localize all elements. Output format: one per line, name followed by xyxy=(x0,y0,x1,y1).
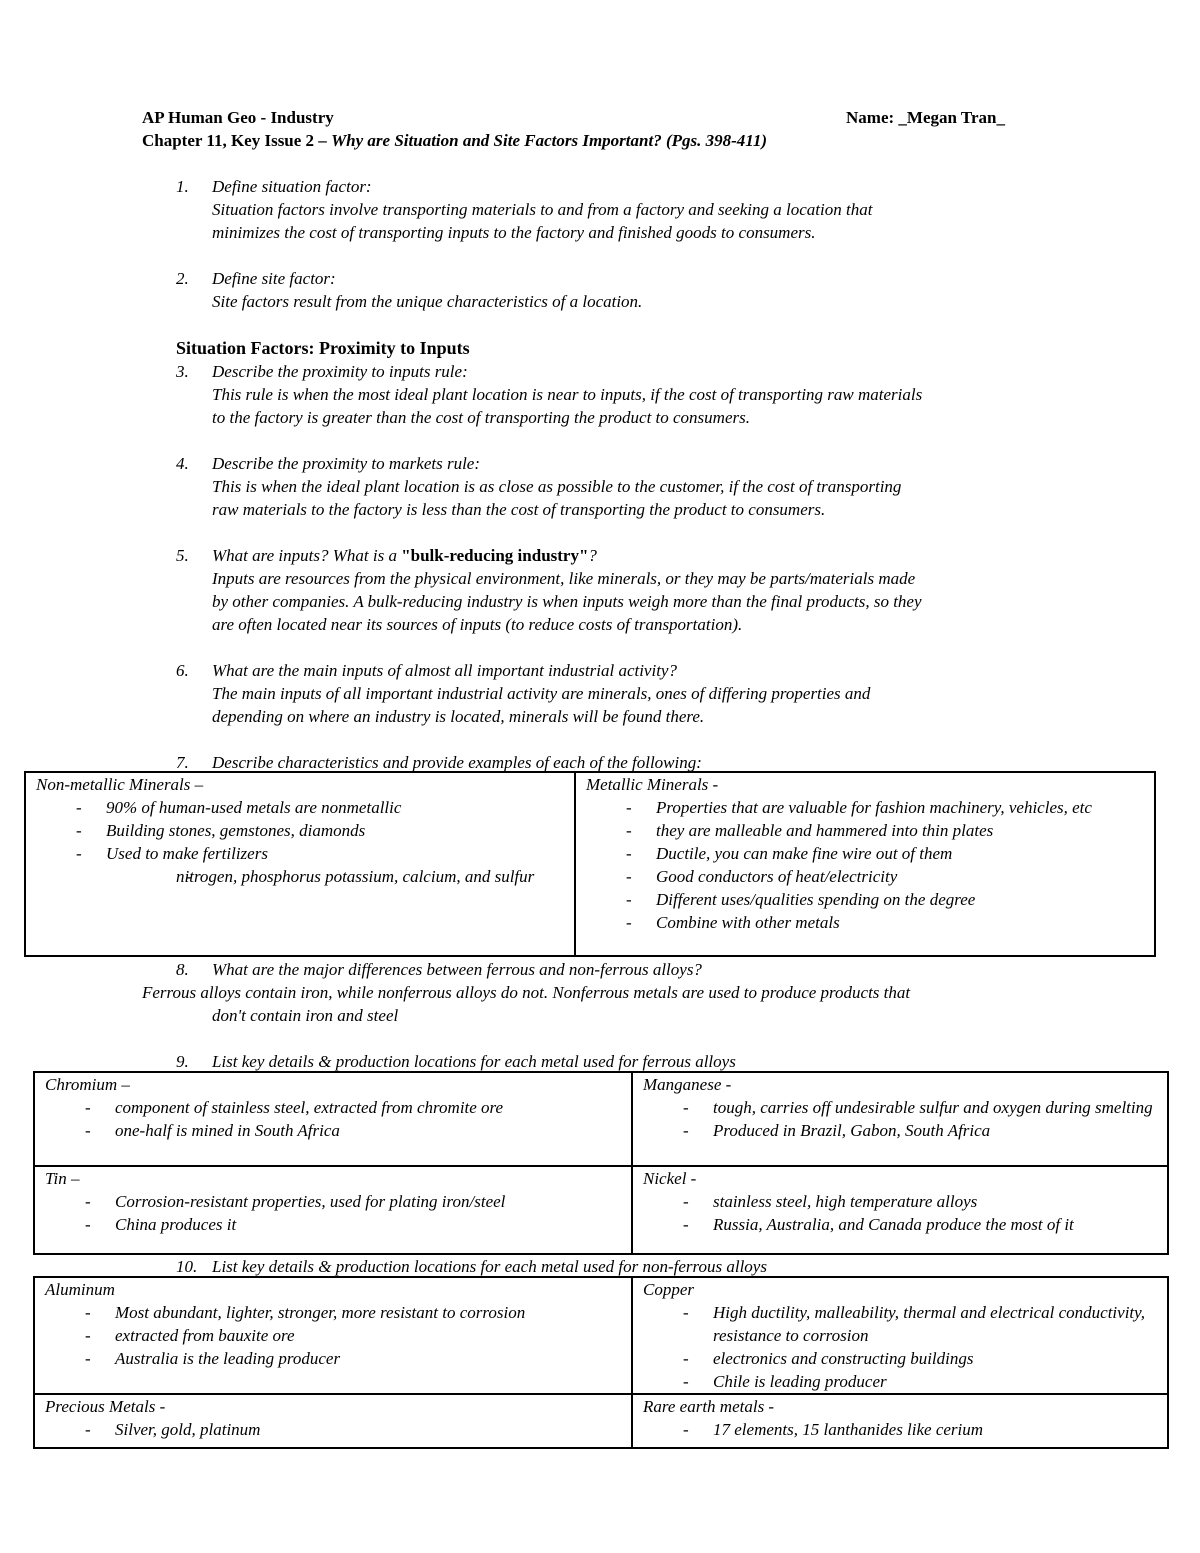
answer-line: Inputs are resources from the physical environment, like minerals, or they may be parts/materials made xyxy=(212,569,916,588)
course-title: AP Human Geo - Industry xyxy=(142,108,334,127)
aluminum-cell xyxy=(34,1277,632,1394)
answer-line: This is when the ideal plant location is as close as possible to the customer, if the cost of transporting xyxy=(212,477,902,496)
list-item: - Combine with other metals xyxy=(586,911,1154,934)
question-prompt xyxy=(212,544,597,567)
question-number: 4. xyxy=(176,454,189,473)
list-item: - extracted from bauxite ore xyxy=(45,1324,631,1347)
chapter-line xyxy=(142,129,767,152)
answer-line: to the factory is greater than the cost of transporting the product to consumers. xyxy=(212,408,750,427)
answer-line: Situation factors involve transporting materials to and from a factory and seeking a location that xyxy=(212,200,873,219)
question-number: 7. xyxy=(176,753,189,772)
cell-title: Rare earth metals - xyxy=(643,1397,775,1416)
list-item: - stainless steel, high temperature alloys xyxy=(643,1190,1167,1213)
chapter-prefix: Chapter 11, Key Issue 2 – xyxy=(142,131,332,150)
question-prompt: List key details & production locations for each metal used for non-ferrous alloys xyxy=(212,1257,767,1276)
chapter-title: Why are Situation and Site Factors Important? (Pgs. 398-411) xyxy=(331,131,767,150)
cell-title: Non-metallic Minerals – xyxy=(36,775,204,794)
manganese-cell xyxy=(632,1072,1168,1166)
question-prompt: What are the main inputs of almost all important industrial activity? xyxy=(212,661,677,680)
list-item: - Silver, gold, platinum xyxy=(45,1418,631,1441)
list-item: - component of stainless steel, extracted from chromite ore xyxy=(45,1096,631,1119)
list-item: - Different uses/qualities spending on the degree xyxy=(586,888,1154,911)
rare-earth-metals-cell xyxy=(632,1394,1168,1448)
list-item: - electronics and constructing buildings xyxy=(643,1347,1167,1370)
non-ferrous-alloys-table xyxy=(33,1276,1169,1449)
question-prompt: Describe the proximity to inputs rule: xyxy=(212,362,468,381)
sub-list-item: - nitrogen, phosphorus potassium, calcium, and sulfur xyxy=(146,865,546,888)
student-name: Name: _Megan Tran_ xyxy=(846,108,1005,127)
list-item: - Most abundant, lighter, stronger, more resistant to corrosion xyxy=(45,1301,631,1324)
list-item: - Australia is the leading producer xyxy=(45,1347,631,1370)
list-item: - Ductile, you can make fine wire out of them xyxy=(586,842,1154,865)
answer-line: Ferrous alloys contain iron, while nonferrous alloys do not. Nonferrous metals are used to produce products that xyxy=(142,983,911,1002)
list-item: - Chile is leading producer xyxy=(643,1370,1167,1393)
question-number: 6. xyxy=(176,661,189,680)
cell-title: Manganese - xyxy=(643,1075,732,1094)
question-number: 2. xyxy=(176,269,189,288)
cell-title: Aluminum xyxy=(45,1280,115,1299)
question-prompt: List key details & production locations for each metal used for ferrous alloys xyxy=(212,1052,736,1071)
list-item: - Properties that are valuable for fashion machinery, vehicles, etc xyxy=(586,796,1154,819)
list-item: - one-half is mined in South Africa xyxy=(45,1119,631,1142)
cell-title: Chromium – xyxy=(45,1075,130,1094)
question-prompt: Describe the proximity to markets rule: xyxy=(212,454,480,473)
list-item: - they are malleable and hammered into thin plates xyxy=(586,819,1154,842)
section-heading: Situation Factors: Proximity to Inputs xyxy=(176,338,470,358)
answer-line: Site factors result from the unique characteristics of a location. xyxy=(212,292,643,311)
question-prompt: What are the major differences between ferrous and non-ferrous alloys? xyxy=(212,960,702,979)
tin-cell xyxy=(34,1166,632,1254)
prompt-text-end: ? xyxy=(588,546,597,565)
answer-line: don't contain iron and steel xyxy=(212,1006,399,1025)
list-item: - Used to make fertilizers xyxy=(36,842,574,865)
list-item: - 17 elements, 15 lanthanides like cerium xyxy=(643,1418,1167,1441)
answer-line: raw materials to the factory is less than the cost of transporting the product to consumers. xyxy=(212,500,826,519)
cell-title: Tin – xyxy=(45,1169,80,1188)
question-prompt: Define site factor: xyxy=(212,269,336,288)
copper-list xyxy=(643,1301,1167,1393)
cell-title: Precious Metals - xyxy=(45,1397,166,1416)
precious-metals-list xyxy=(45,1418,631,1441)
manganese-list xyxy=(643,1096,1167,1142)
precious-metals-cell xyxy=(34,1394,632,1448)
answer-line: by other companies. A bulk-reducing industry is when inputs weigh more than the final products, so they xyxy=(212,592,922,611)
list-item: - China produces it xyxy=(45,1213,631,1236)
question-prompt: Define situation factor: xyxy=(212,177,372,196)
metallic-list xyxy=(586,796,1154,934)
list-item: - Russia, Australia, and Canada produce the most of it xyxy=(643,1213,1167,1236)
non-metallic-list xyxy=(36,796,574,865)
aluminum-list xyxy=(45,1301,631,1370)
fertilizer-sublist xyxy=(146,865,546,888)
question-number: 8. xyxy=(176,960,189,979)
chromium-list xyxy=(45,1096,631,1142)
answer-line: The main inputs of all important industrial activity are minerals, ones of differing properties and xyxy=(212,684,871,703)
cell-title: Copper xyxy=(643,1280,694,1299)
prompt-term: "bulk-reducing industry" xyxy=(401,546,589,565)
question-number: 9. xyxy=(176,1052,189,1071)
metallic-cell xyxy=(575,772,1155,956)
answer-line: This rule is when the most ideal plant location is near to inputs, if the cost of transporting raw materials xyxy=(212,385,923,404)
question-prompt: Describe characteristics and provide examples of each of the following: xyxy=(212,753,702,772)
copper-cell xyxy=(632,1277,1168,1394)
question-number: 10. xyxy=(176,1257,198,1276)
nickel-cell xyxy=(632,1166,1168,1254)
tin-list xyxy=(45,1190,631,1236)
list-item: - tough, carries off undesirable sulfur and oxygen during smelting xyxy=(643,1096,1167,1119)
ferrous-alloys-table xyxy=(33,1071,1169,1255)
chromium-cell xyxy=(34,1072,632,1166)
list-item: - 90% of human-used metals are nonmetallic xyxy=(36,796,574,819)
question-number: 1. xyxy=(176,177,189,196)
cell-title: Nickel - xyxy=(643,1169,697,1188)
list-item: - Building stones, gemstones, diamonds xyxy=(36,819,574,842)
list-item: - Corrosion-resistant properties, used for plating iron/steel xyxy=(45,1190,631,1213)
question-number: 3. xyxy=(176,362,189,381)
question-number: 5. xyxy=(176,546,189,565)
rare-earth-metals-list xyxy=(643,1418,1167,1441)
list-item: - Produced in Brazil, Gabon, South Africa xyxy=(643,1119,1167,1142)
minerals-table xyxy=(24,771,1156,957)
non-metallic-cell xyxy=(25,772,575,956)
answer-line: depending on where an industry is located, minerals will be found there. xyxy=(212,707,705,726)
prompt-text: What are inputs? What is a xyxy=(212,546,402,565)
nickel-list xyxy=(643,1190,1167,1236)
list-item: - High ductility, malleability, thermal and electrical conductivity, resistance to corrosion xyxy=(643,1301,1167,1347)
list-item: - Good conductors of heat/electricity xyxy=(586,865,1154,888)
answer-line: are often located near its sources of inputs (to reduce costs of transportation). xyxy=(212,615,743,634)
answer-line: minimizes the cost of transporting inputs to the factory and finished goods to consumers. xyxy=(212,223,816,242)
cell-title: Metallic Minerals - xyxy=(586,775,719,794)
